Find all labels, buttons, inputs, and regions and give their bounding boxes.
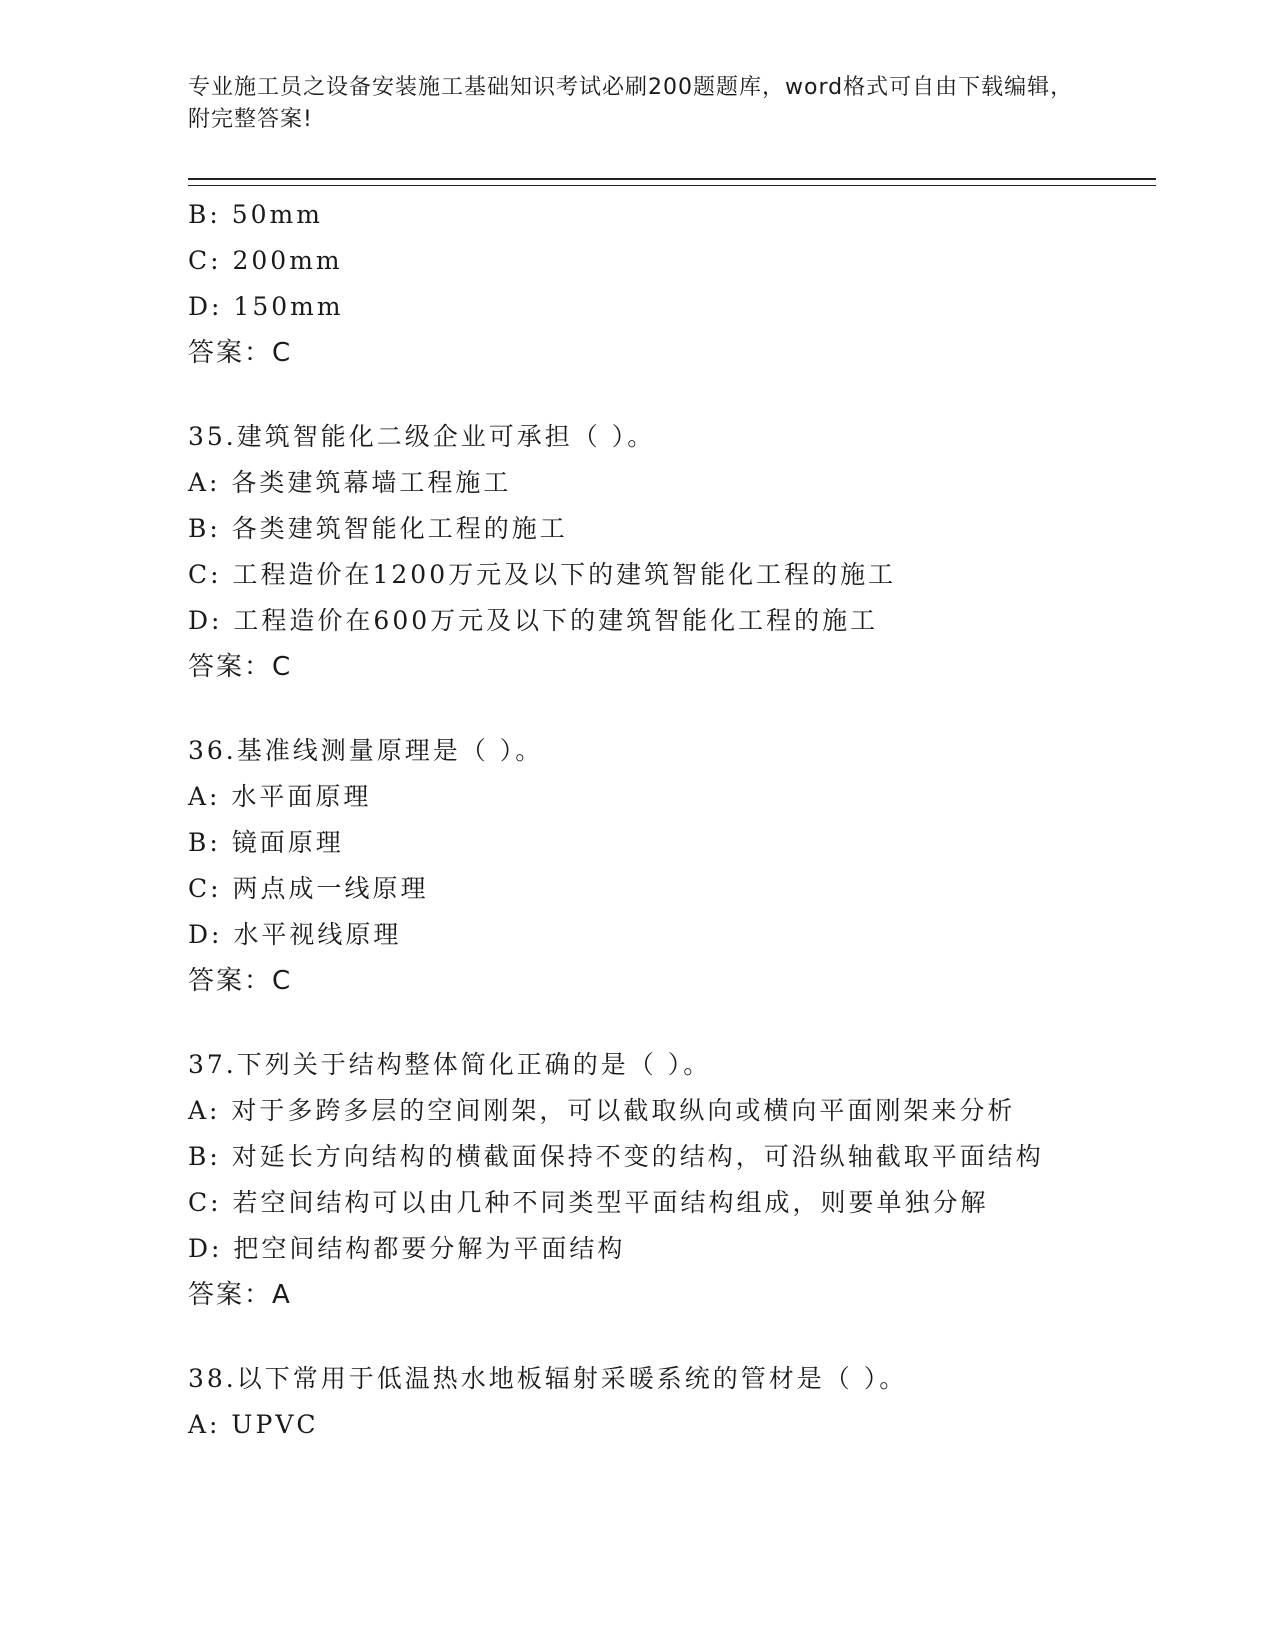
option-line: C: 两点成一线原理 xyxy=(188,874,429,903)
answer-line: 答案：C xyxy=(188,652,293,682)
document-header xyxy=(188,72,1088,136)
question-stem: 36.基准线测量原理是（ ）。 xyxy=(188,736,544,765)
document-title: 专业施工员之设备安装施工基础知识考试必刷200题题库，word格式可自由下载编辑，附完整答案! xyxy=(188,75,1074,132)
option-line: B: 对延长方向结构的横截面保持不变的结构，可沿纵轴截取平面结构 xyxy=(188,1142,1044,1171)
answer-line: 答案：C xyxy=(188,966,293,996)
option-line: B: 镜面原理 xyxy=(188,828,344,857)
question-list xyxy=(188,192,1156,1448)
option-line: C: 若空间结构可以由几种不同类型平面结构组成，则要单独分解 xyxy=(188,1188,989,1217)
question-block-35 xyxy=(188,414,1156,690)
answer-line: 答案：A xyxy=(188,1280,292,1310)
question-stem: 38.以下常用于低温热水地板辐射采暖系统的管材是（ ）。 xyxy=(188,1364,908,1393)
question-block-37 xyxy=(188,1042,1156,1318)
answer-line: 答案：C xyxy=(188,338,293,368)
option-line: D: 把空间结构都要分解为平面结构 xyxy=(188,1234,626,1263)
option-line: D: 150mm xyxy=(188,292,344,321)
question-block-36 xyxy=(188,728,1156,1004)
option-line: A: 水平面原理 xyxy=(188,782,372,811)
question-stem: 37.下列关于结构整体简化正确的是（ ）。 xyxy=(188,1050,712,1079)
option-line: A: UPVC xyxy=(188,1410,319,1439)
option-line: D: 工程造价在600万元及以下的建筑智能化工程的施工 xyxy=(188,606,879,635)
question-block-38 xyxy=(188,1356,1156,1448)
option-line: D: 水平视线原理 xyxy=(188,920,402,949)
question-block-34 xyxy=(188,192,1156,376)
header-divider xyxy=(188,178,1156,186)
option-line: C: 200mm xyxy=(188,246,343,275)
option-line: B: 各类建筑智能化工程的施工 xyxy=(188,514,568,543)
option-line: A: 对于多跨多层的空间刚架，可以截取纵向或横向平面刚架来分析 xyxy=(188,1096,1016,1125)
question-stem: 35.建筑智能化二级企业可承担（ ）。 xyxy=(188,422,656,451)
option-line: B: 50mm xyxy=(188,200,323,229)
option-line: C: 工程造价在1200万元及以下的建筑智能化工程的施工 xyxy=(188,560,897,589)
option-line: A: 各类建筑幕墙工程施工 xyxy=(188,468,512,497)
